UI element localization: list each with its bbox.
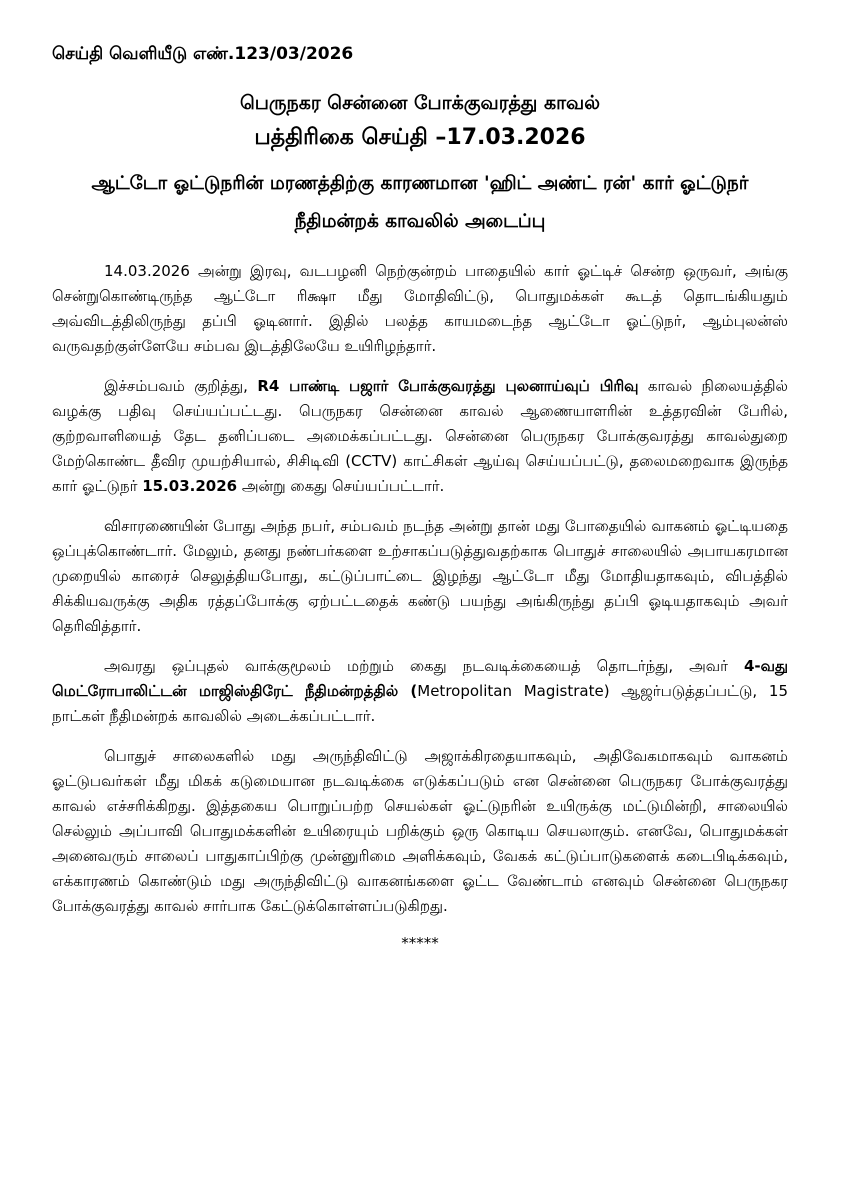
- paragraph-investigation: [52, 374, 788, 499]
- department-name: பெருநகர சென்னை போக்குவரத்து காவல்: [239, 92, 601, 114]
- text-segment: அவரது ஒப்புதல் வாக்குமூலம் மற்றும் கைது நடவடிக்கையைத் தொடர்ந்து, அவர்: [104, 657, 744, 675]
- release-number: செய்தி வெளியீடு எண்.123/03/2026: [52, 44, 354, 64]
- court-name: 4-வது மெட்ரோபாலிட்டன் மாஜிஸ்திரேட் நீதிமன்றத்தில் (: [52, 657, 788, 700]
- press-note-title: பத்திரிகை செய்தி –17.03.2026: [254, 125, 586, 150]
- paragraph-court: [52, 654, 788, 729]
- paragraph-confession: விசாரணையின் போது அந்த நபர், சம்பவம் நடந்த அன்று தான் மது போதையில் வாகனம் ஓட்டியதை ஒப்புக்கொண்டார். மேலும், தனது நண்பர்களை உற்சாகப்படுத்துவதற்காக பொதுச் சாலையில் அபாயகரமான முறையில் காரைச் செலுத்தியபோது, கட்டுப்பாட்டை இழந்து ஆட்டோ மீது மோதியதாகவும், விபத்தில் சிக்கியவருக்கு அதிக ரத்தப்போக்கு ஏற்பட்டதைக் கண்டு பயந்து அங்கிருந்து தப்பி ஓடியதாகவும் அவர் தெரிவித்தார்.: [52, 517, 788, 635]
- police-station-name: R4 பாண்டி பஜார் போக்குவரத்து புலனாய்வுப் பிரிவு: [257, 377, 639, 395]
- paragraph-incident: 14.03.2026 அன்று இரவு, வடபழனி நெற்குன்றம் பாதையில் கார் ஓட்டிச் சென்ற ஒருவர், அங்கு சென்றுகொண்டிருந்த ஆட்டோ ரிக்ஷா மீது மோதிவிட்டு, பொதுமக்கள் கூடத் தொடங்கியதும் அவ்விடத்திலிருந்து தப்பி ஓடினார். இதில் பலத்த காயமடைந்த ஆட்டோ ஓட்டுநர், ஆம்புலன்ஸ் வருவதற்குள்ளேயே சம்பவ இடத்திலேயே உயிரிழந்தார்.: [52, 262, 788, 355]
- end-mark: *****: [401, 934, 439, 952]
- text-segment: இச்சம்பவம் குறித்து,: [104, 377, 258, 395]
- text-segment: Metropolitan Magistrate) ஆஜர்படுத்தப்பட்டு, 15 நாட்கள் நீதிமன்றக் காவலில் அடைக்கப்பட்டார்.: [52, 682, 788, 725]
- arrest-date: 15.03.2026: [142, 477, 238, 495]
- headline: ஆட்டோ ஓட்டுநரின் மரணத்திற்கு காரணமான 'ஹிட் அண்ட் ரன்' கார் ஓட்டுநர் நீதிமன்றக் காவலில் அடைப்பு: [91, 173, 749, 232]
- paragraph-warning: பொதுச் சாலைகளில் மது அருந்திவிட்டு அஜாக்கிரதையாகவும், அதிவேகமாகவும் வாகனம் ஓட்டுபவர்கள் மீது மிகக் கடுமையான நடவடிக்கை எடுக்கப்படும் என சென்னை பெருநகர போக்குவரத்து காவல் எச்சரிக்கிறது. இத்தகைய பொறுப்பற்ற செயல்கள் ஓட்டுநரின் உயிருக்கு மட்டுமின்றி, சாலையில் செல்லும் அப்பாவி பொதுமக்களின் உயிரையும் பறிக்கும் ஒரு கொடிய செயலாகும். எனவே, பொதுமக்கள் அனைவரும் சாலைப் பாதுகாப்பிற்கு முன்னுரிமை அளிக்கவும், வேகக் கட்டுப்பாடுகளைக் கடைபிடிக்கவும், எக்காரணம் கொண்டும் மது அருந்திவிட்டு வாகனங்களை ஓட்ட வேண்டாம் எனவும் சென்னை பெருநகர போக்குவரத்து காவல் சார்பாக கேட்டுக்கொள்ளப்படுகிறது.: [52, 747, 788, 915]
- text-segment: காவல் நிலையத்தில் வழக்கு பதிவு செய்யப்பட்டது. பெருநகர சென்னை காவல் ஆணையாளரின் உத்தரவின் பேரில், குற்றவாளியைத் தேட தனிப்படை அமைக்கப்பட்டது. சென்னை பெருநகர போக்குவரத்து காவல்துறை மேற்கொண்ட தீவிர முயற்சியால், சிசிடிவி (CCTV) காட்சிகள் ஆய்வு செய்யப்பட்டு, தலைமறைவாக இருந்த கார் ஓட்டுநர்: [52, 377, 788, 495]
- text-segment: அன்று கைது செய்யப்பட்டார்.: [237, 477, 445, 495]
